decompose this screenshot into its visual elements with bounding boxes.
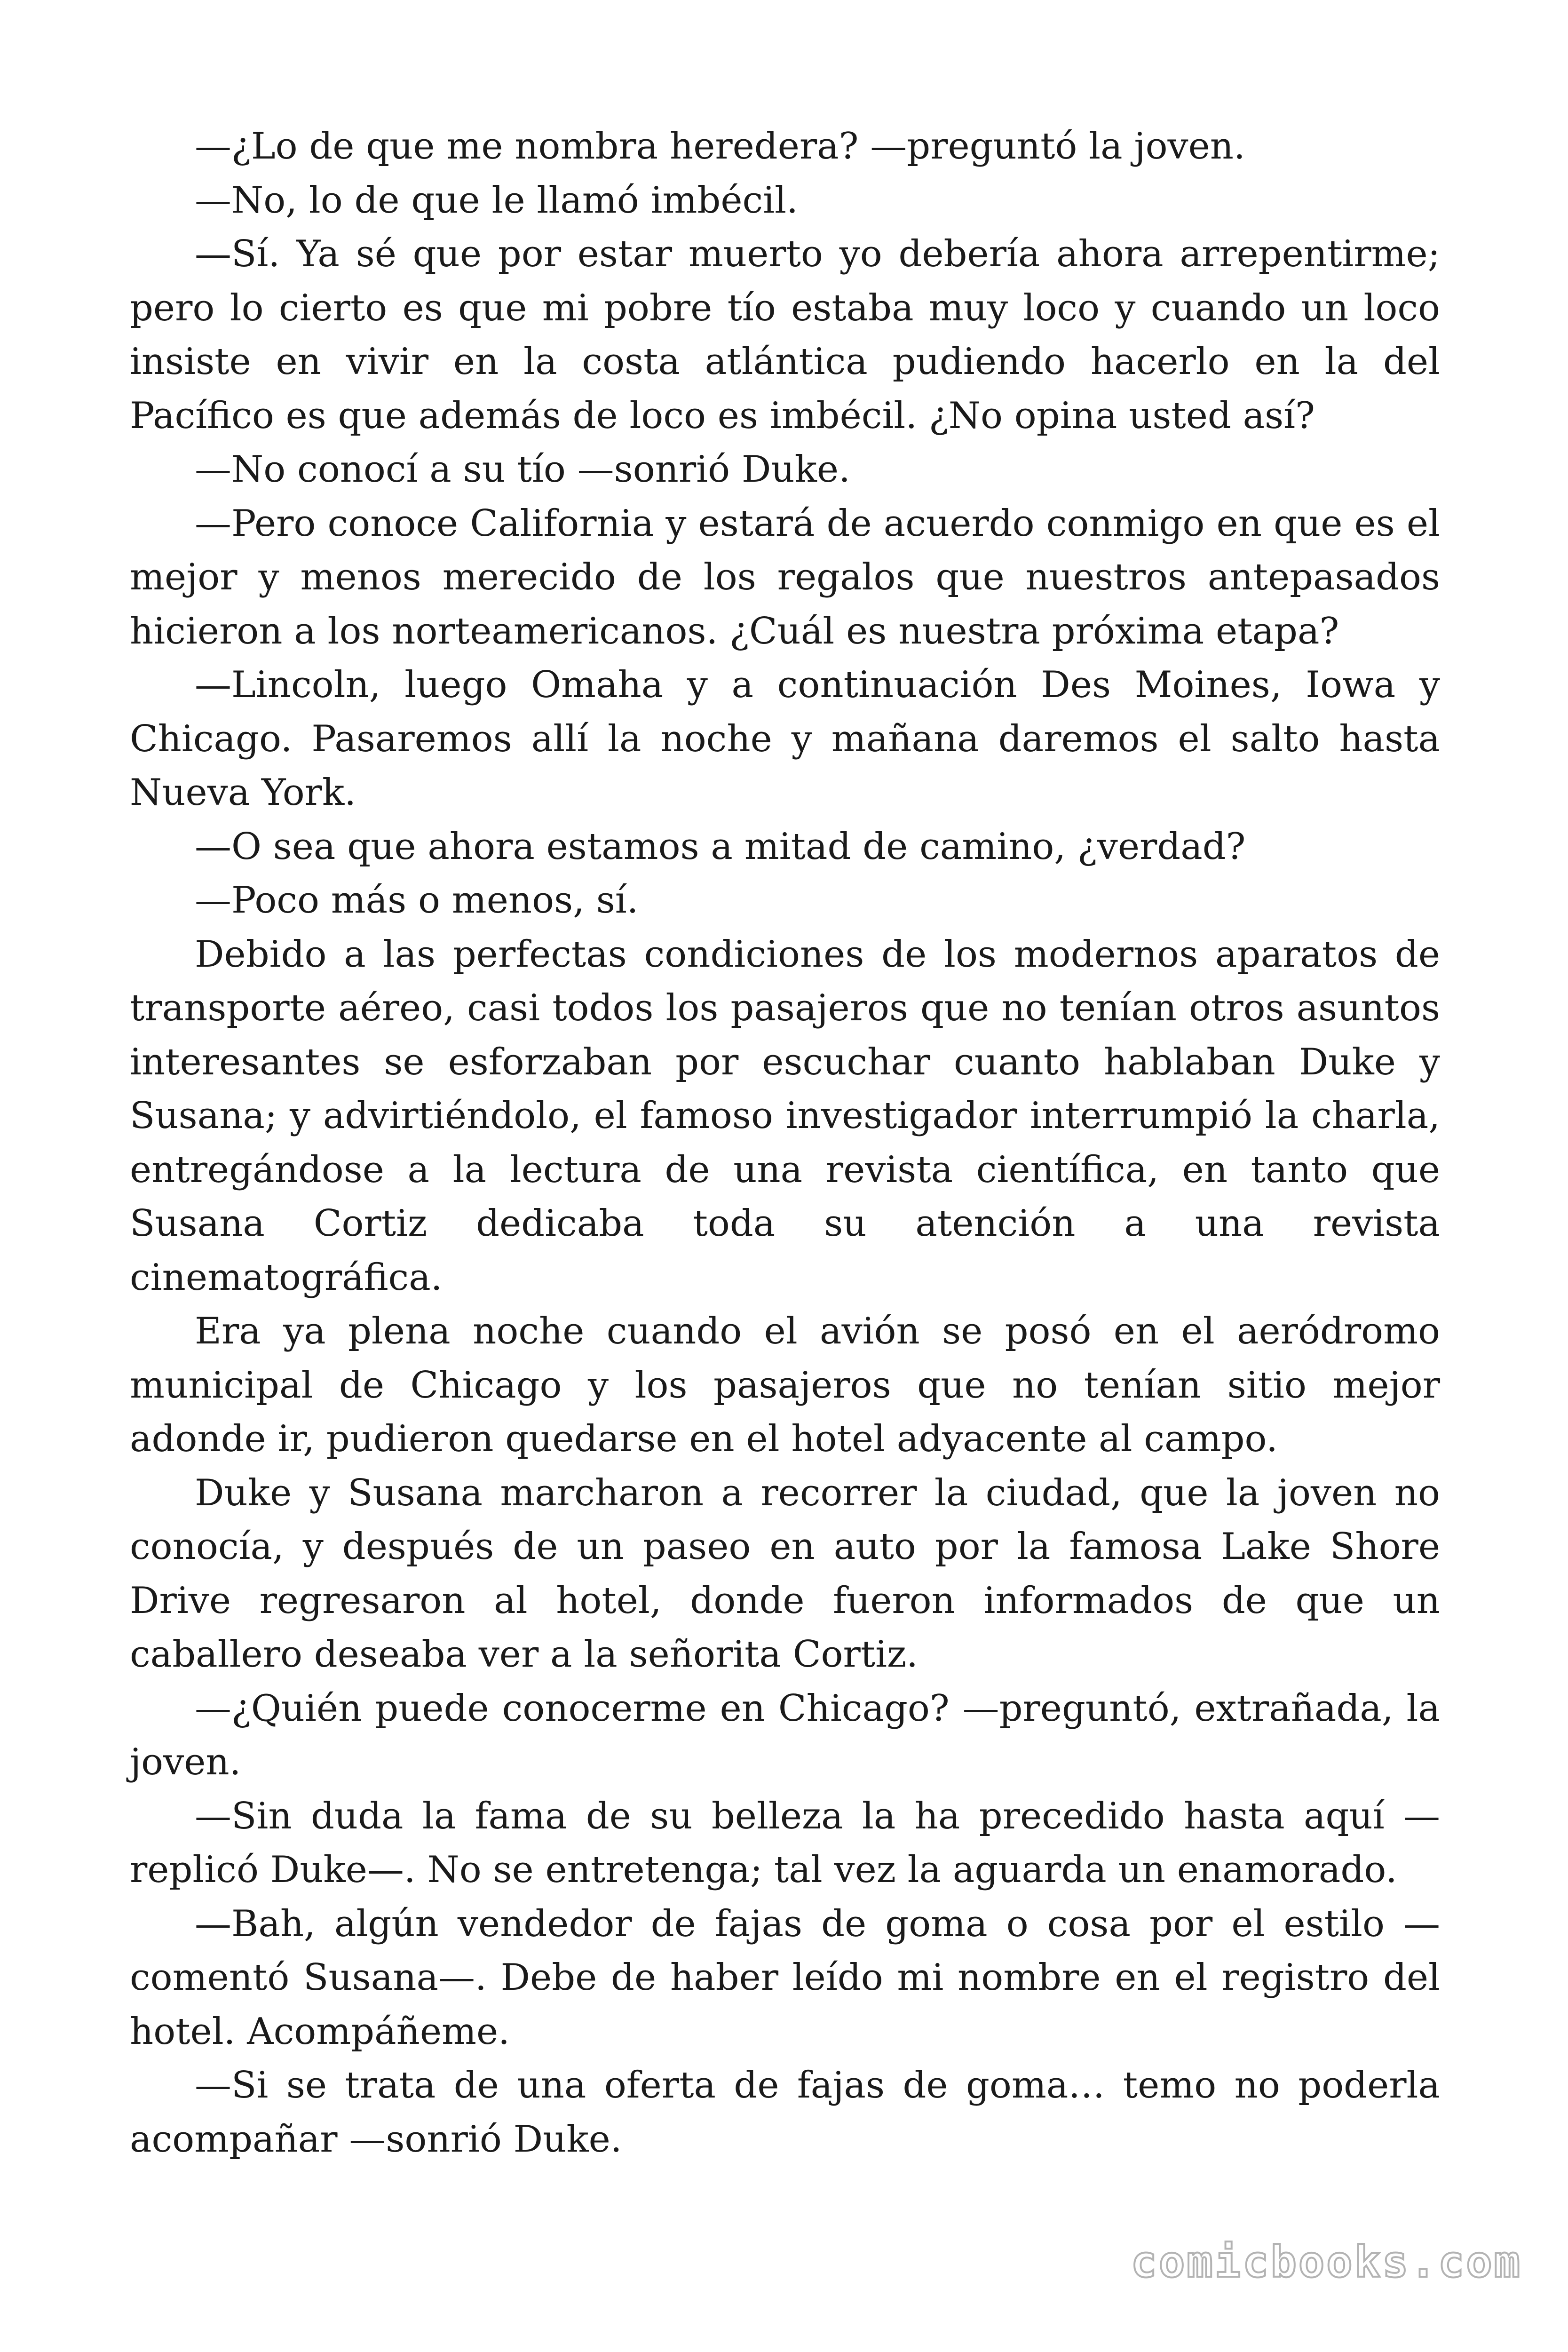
paragraph: —Si se trata de una oferta de fajas de goma… temo no poderla acompañar —sonrió Duke. [130, 2064, 1440, 2161]
paragraph: —No conocí a su tío —sonrió Duke. [195, 448, 850, 491]
paragraph: —Lincoln, luego Omaha y a continuación Des Moines, Iowa y Chicago. Pasaremos allí la noche y mañana daremos el salto hasta Nueva York. [130, 664, 1440, 814]
paragraph: —¿Quién puede conocerme en Chicago? —preguntó, extrañada, la joven. [130, 1687, 1440, 1783]
paragraph: Debido a las perfectas condiciones de los modernos aparatos de transporte aéreo, casi todos los pasajeros que no tenían otros asuntos interesantes se esforzaban por escuchar cuanto hablaban Duke y Susana; y advirtiéndolo, el famoso investigador interrumpió la charla, entregándose a la lectura de una revista científica, en tanto que Susana Cortiz dedicaba toda su atención a una revista cinematográfica. [130, 933, 1440, 1299]
paragraph: —¿Lo de que me nombra heredera? —preguntó la joven. [195, 125, 1245, 167]
paragraph: —No, lo de que le llamó imbécil. [195, 179, 798, 222]
paragraph: Era ya plena noche cuando el avión se posó en el aeródromo municipal de Chicago y los pasajeros que no tenían sitio mejor adonde ir, pudieron quedarse en el hotel adyacente al campo. [130, 1310, 1440, 1460]
paragraph: —O sea que ahora estamos a mitad de camino, ¿verdad? [195, 825, 1246, 868]
paragraph: —Poco más o menos, sí. [195, 879, 639, 922]
paragraph: Duke y Susana marcharon a recorrer la ciudad, que la joven no conocía, y después de un paseo en auto por la famosa Lake Shore Drive regresaron al hotel, donde fueron informados de que un caballero deseaba ver a la señorita Cortiz. [130, 1471, 1440, 1676]
paragraph: —Bah, algún vendedor de fajas de goma o cosa por el estilo —comentó Susana—. Debe de haber leído mi nombre en el registro del hotel. Acompáñeme. [130, 1902, 1440, 2053]
body-text [130, 119, 1440, 2166]
paragraph: —Sí. Ya sé que por estar muerto yo debería ahora arrepentirme; pero lo cierto es que mi pobre tío estaba muy loco y cuando un loco insiste en vivir en la costa atlántica pudiendo hacerlo en la del Pacífico es que además de loco es imbécil. ¿No opina usted así? [130, 233, 1440, 437]
paragraph: —Pero conoce California y estará de acuerdo conmigo en que es el mejor y menos merecido de los regalos que nuestros antepasados hicieron a los norteamericanos. ¿Cuál es nuestra próxima etapa? [130, 502, 1440, 652]
paragraph: —Sin duda la fama de su belleza la ha precedido hasta aquí —replicó Duke—. No se entretenga; tal vez la aguarda un enamorado. [130, 1795, 1440, 1891]
site-watermark: comicbooks.com [1131, 2237, 1522, 2287]
